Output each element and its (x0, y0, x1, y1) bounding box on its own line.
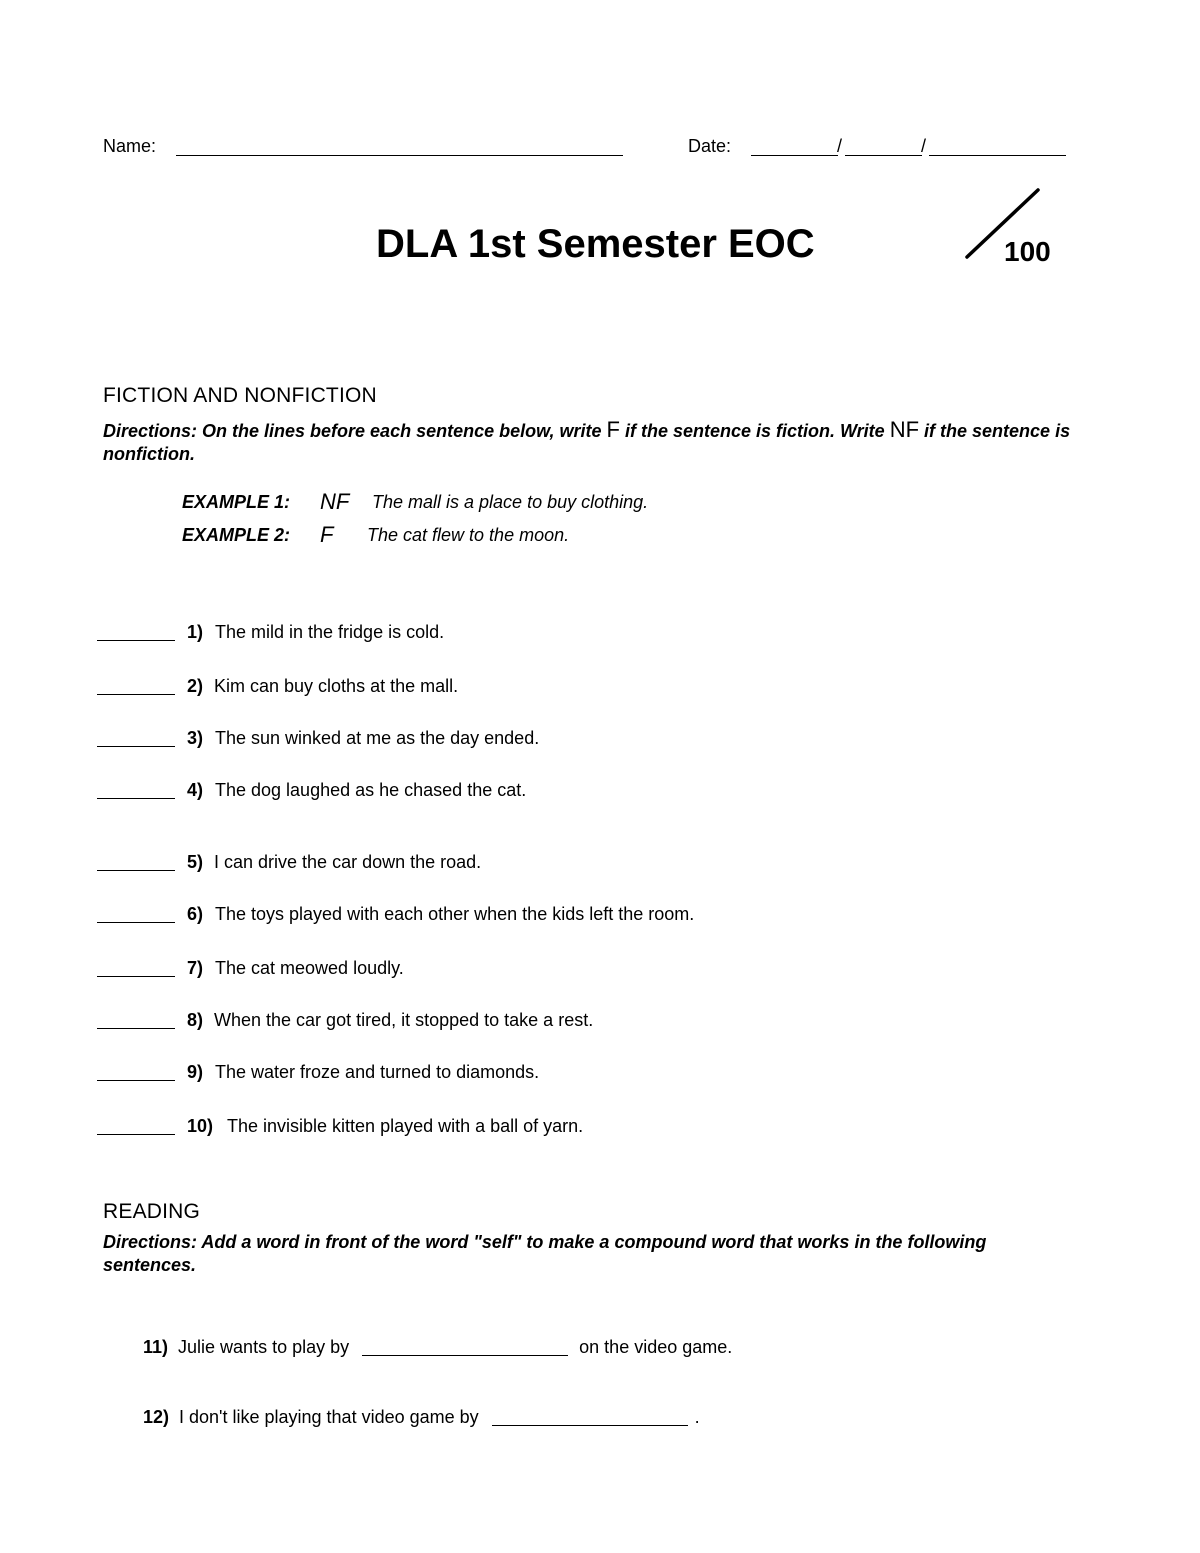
question-text: When the car got tired, it stopped to take a rest. (214, 1010, 594, 1030)
question-number: 4) (187, 780, 204, 800)
date-separator: / (837, 136, 843, 156)
section-heading-fiction: FICTION AND NONFICTION (103, 384, 377, 407)
name-field[interactable] (176, 155, 623, 156)
question-number: 3) (187, 728, 204, 748)
question-number: 6) (187, 904, 204, 924)
directions-text: if the sentence is fiction. Write (624, 421, 885, 441)
reading-question-12 (143, 1407, 700, 1428)
section-heading-reading: READING (103, 1200, 201, 1223)
example-sentence: The cat flew to the moon. (367, 525, 570, 545)
question-text-after: on the video game. (579, 1337, 733, 1357)
question-number: 12) (143, 1407, 170, 1427)
question-text-after: . (694, 1407, 700, 1427)
example-1 (182, 489, 649, 514)
reading-question-11 (143, 1337, 732, 1358)
date-separator: / (921, 136, 927, 156)
answer-blank[interactable] (97, 640, 175, 641)
page-title: DLA 1st Semester EOC (376, 222, 815, 266)
nonfiction-letter: NF (889, 417, 920, 442)
answer-blank[interactable] (97, 976, 175, 977)
question-number: 10) (187, 1116, 214, 1136)
answer-blank[interactable] (97, 870, 175, 871)
question-text-before: I don't like playing that video game by (179, 1407, 479, 1427)
question-number: 2) (187, 676, 204, 696)
date-day-field[interactable] (845, 155, 922, 156)
answer-blank[interactable] (97, 798, 175, 799)
directions-text: Directions: On the lines before each sentence below, write (103, 421, 602, 441)
example-2 (182, 522, 570, 547)
question-text: Kim can buy cloths at the mall. (214, 676, 459, 696)
question-text: The water froze and turned to diamonds. (215, 1062, 540, 1082)
reading-directions: Directions: Add a word in front of the word "self" to make a compound word that works in the following sentences. (103, 1232, 987, 1275)
question-text: I can drive the car down the road. (214, 852, 482, 872)
date-month-field[interactable] (751, 155, 838, 156)
question-number: 9) (187, 1062, 204, 1082)
example-answer: F (320, 522, 334, 547)
question-text: The dog laughed as he chased the cat. (215, 780, 527, 800)
fiction-letter: F (606, 417, 620, 442)
answer-blank[interactable] (362, 1337, 568, 1356)
answer-blank[interactable] (97, 922, 175, 923)
answer-blank[interactable] (97, 1134, 175, 1135)
example-sentence: The mall is a place to buy clothing. (372, 492, 649, 512)
question-number: 5) (187, 852, 204, 872)
question-number: 1) (187, 622, 204, 642)
example-label: EXAMPLE 1: (182, 492, 291, 512)
question-text-before: Julie wants to play by (178, 1337, 350, 1357)
answer-blank[interactable] (97, 1028, 175, 1029)
example-answer: NF (320, 489, 350, 514)
score-total: 100 (1004, 236, 1051, 267)
date-year-field[interactable] (929, 155, 1066, 156)
answer-blank[interactable] (97, 746, 175, 747)
date-label: Date: (688, 136, 732, 156)
question-number: 8) (187, 1010, 204, 1030)
answer-blank[interactable] (492, 1407, 688, 1426)
question-text: The sun winked at me as the day ended. (215, 728, 540, 748)
question-number: 11) (143, 1337, 169, 1357)
answer-blank[interactable] (97, 694, 175, 695)
question-text: The mild in the fridge is cold. (215, 622, 445, 642)
question-text: The toys played with each other when the kids left the room. (215, 904, 695, 924)
question-text: The invisible kitten played with a ball of yarn. (227, 1116, 584, 1136)
fiction-directions (103, 418, 1078, 466)
question-text: The cat meowed loudly. (215, 958, 404, 978)
name-label: Name: (103, 136, 157, 156)
question-number: 7) (187, 958, 204, 978)
directions-text: if the sentence is nonfiction. (103, 421, 1071, 464)
answer-blank[interactable] (97, 1080, 175, 1081)
example-label: EXAMPLE 2: (182, 525, 291, 545)
